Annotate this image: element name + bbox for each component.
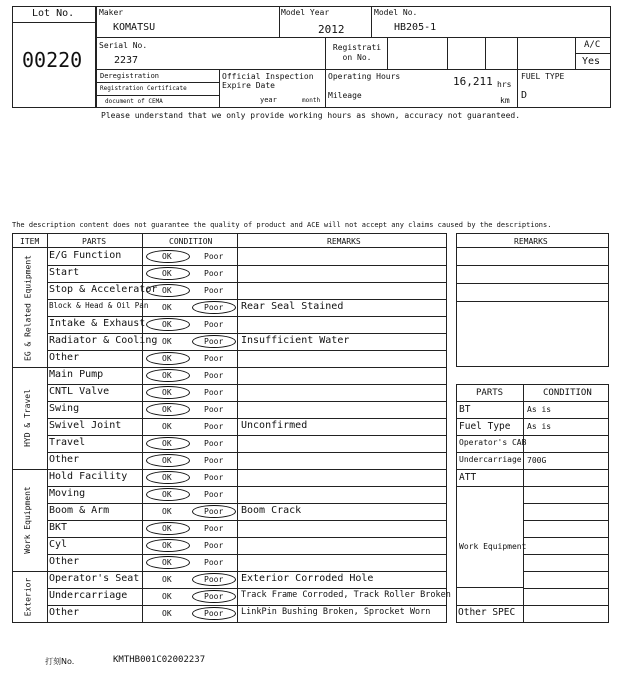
poor-option: Poor [204,575,224,584]
ok-option: OK [162,507,172,516]
table-row [47,350,447,367]
part-name: Swing [49,403,80,414]
poor-option: Poor [204,371,224,380]
km-label: km [500,96,510,105]
ok-option: OK [162,609,172,618]
poor-option: Poor [204,422,224,431]
remark-text: Unconfirmed [241,420,308,431]
ok-option: OK [162,490,172,499]
part-name: Other [49,607,80,618]
condition-mark [146,267,190,280]
part-name: Radiator & Cooling [49,335,158,346]
registration-no-label: Registrati on No. [332,43,382,62]
part-name: Other [49,352,80,363]
condition-mark [192,505,236,518]
poor-option: Poor [204,524,224,533]
condition-mark [146,556,190,569]
right-parts-header: PARTS [476,388,504,398]
col-remarks-header: REMARKS [327,237,361,246]
remark-text: Exterior Corroded Hole [241,573,374,584]
mileage-label: Mileage [328,91,362,100]
model-year-label: Model Year [281,8,330,17]
poor-option: Poor [204,592,224,601]
ok-option: OK [162,592,172,601]
model-no-label: Model No. [374,8,418,17]
part-name: Moving [49,488,86,499]
poor-option: Poor [204,388,224,397]
poor-option: Poor [204,541,224,550]
part-name: CNTL Valve [49,386,110,397]
fuel-type-value: D [521,90,528,101]
ok-option: OK [162,456,172,465]
part-name: Stop & Accelerator [49,284,158,295]
lot-no: 00220 [22,48,83,72]
model-year-value: 2012 [318,23,345,36]
part-name: Travel [49,437,86,448]
ok-option: OK [162,320,172,329]
ok-option: OK [162,371,172,380]
table-row [47,486,447,503]
table-row [47,367,447,384]
right-condition-value: As is [527,405,552,414]
serial-no-label: Serial No. [99,41,148,50]
maker-value: KOMATSU [113,22,156,33]
ok-option: OK [162,541,172,550]
ac-value: Yes [582,56,601,67]
chassis-no: KMTHB001C02002237 [113,655,206,665]
part-name: Other [49,454,80,465]
fuel-type-label: FUEL TYPE [521,72,565,81]
col-condition-header: CONDITION [169,237,213,246]
poor-option: Poor [204,252,224,261]
chassis-label: 打刻No. [45,657,75,666]
condition-mark [146,471,190,484]
poor-option: Poor [204,558,224,567]
condition-mark [192,301,236,314]
ok-option: OK [162,405,172,414]
poor-option: Poor [204,303,224,312]
right-part-name: Fuel Type [459,421,511,432]
year-label: year [260,96,277,104]
model-no-value: HB205-1 [394,22,437,33]
operating-hours-value: 16,211 [453,75,493,88]
condition-mark [146,318,190,331]
deregistration-label: Deregistration [100,72,160,80]
remark-text: Boom Crack [241,505,302,516]
condition-mark [192,573,236,586]
part-name: Start [49,267,80,278]
registration-cert-label: Registration Certificate [100,85,187,92]
item-group-label: Exterior [23,577,32,616]
remark-text: Insufficient Water [241,335,350,346]
table-row [47,435,447,452]
ok-option: OK [162,558,172,567]
condition-mark [146,352,190,365]
poor-option: Poor [204,320,224,329]
hrs-label: hrs [497,80,512,89]
item-group-label: Work Equipment [23,486,32,554]
right-part-name: BT [459,404,471,415]
ok-option: OK [162,575,172,584]
poor-option: Poor [204,439,224,448]
other-spec-label: Other SPEC [458,607,516,618]
lot-no-label: Lot No. [32,8,75,19]
condition-mark [192,590,236,603]
part-name: Cyl [49,539,68,550]
condition-mark [146,403,190,416]
condition-mark [146,454,190,467]
cema-label: document of CEMA [105,98,163,105]
ac-label: A/C [584,40,601,50]
condition-mark [146,522,190,535]
poor-option: Poor [204,405,224,414]
poor-option: Poor [204,473,224,482]
ok-option: OK [162,422,172,431]
condition-mark [146,369,190,382]
right-part-name: ATT [459,472,477,483]
poor-option: Poor [204,507,224,516]
ok-option: OK [162,337,172,346]
part-name: Boom & Arm [49,505,110,516]
item-group-label: HYD & Travel [23,389,32,447]
part-name: Block & Head & Oil Pan [49,301,149,310]
part-name: BKT [49,522,68,533]
part-name: Hold Facility [49,471,128,482]
item-group-label: EG & Related Equipment [23,254,32,361]
hours-note: Please understand that we only provide working hours as shown, accuracy not guaranteed. [101,111,521,120]
right-part-name: Operator's CAB [459,438,527,447]
maker-label: Maker [99,8,124,17]
right-condition-value: 700G [527,456,547,465]
condition-mark [192,335,236,348]
table-row [47,401,447,418]
ok-option: OK [162,439,172,448]
right-remarks-header: REMARKS [514,237,548,246]
part-name: Main Pump [49,369,104,380]
remark-text: Rear Seal Stained [241,301,344,312]
part-name: Undercarriage [49,590,128,601]
part-name: Intake & Exhaust [49,318,146,329]
ok-option: OK [162,524,172,533]
poor-option: Poor [204,354,224,363]
table-row [47,554,447,571]
remark-text: Track Frame Corroded, Track Roller Broken [241,590,451,600]
table-row [47,265,447,282]
ok-option: OK [162,354,172,363]
table-row [47,452,447,469]
ok-option: OK [162,473,172,482]
ok-option: OK [162,286,172,295]
part-name: E/G Function [49,250,122,261]
right-remarks-box [456,233,609,367]
col-item-header: ITEM [20,237,40,246]
poor-option: Poor [204,269,224,278]
ok-option: OK [162,252,172,261]
inspection-label: Official Inspection Expire Date [222,72,314,90]
condition-mark [192,607,236,620]
ok-option: OK [162,269,172,278]
poor-option: Poor [204,490,224,499]
condition-mark [146,250,190,263]
remark-text: LinkPin Bushing Broken, Sprocket Worn [241,607,431,617]
right-part-name: Undercarriage [459,455,522,464]
ok-option: OK [162,388,172,397]
work-equipment-label: Work Equipment [459,542,527,551]
month-label: month [302,97,321,104]
condition-mark [146,386,190,399]
poor-option: Poor [204,337,224,346]
col-parts-header: PARTS [82,237,107,246]
table-row [47,537,447,554]
poor-option: Poor [204,456,224,465]
condition-mark [146,539,190,552]
poor-option: Poor [204,286,224,295]
disclaimer: The description content does not guarantee the quality of product and ACE will not accept any claims caused by the descriptions. [12,221,552,229]
serial-no-value: 2237 [114,55,139,66]
condition-mark [146,284,190,297]
part-name: Operator's Seat [49,573,140,584]
table-row [47,520,447,537]
part-name: Swivel Joint [49,420,122,431]
condition-mark [146,488,190,501]
poor-option: Poor [204,609,224,618]
condition-mark [146,437,190,450]
operating-hours-label: Operating Hours [328,72,401,81]
right-condition-value: As is [527,422,552,431]
part-name: Other [49,556,80,567]
ok-option: OK [162,303,172,312]
right-condition-header: CONDITION [543,388,592,398]
